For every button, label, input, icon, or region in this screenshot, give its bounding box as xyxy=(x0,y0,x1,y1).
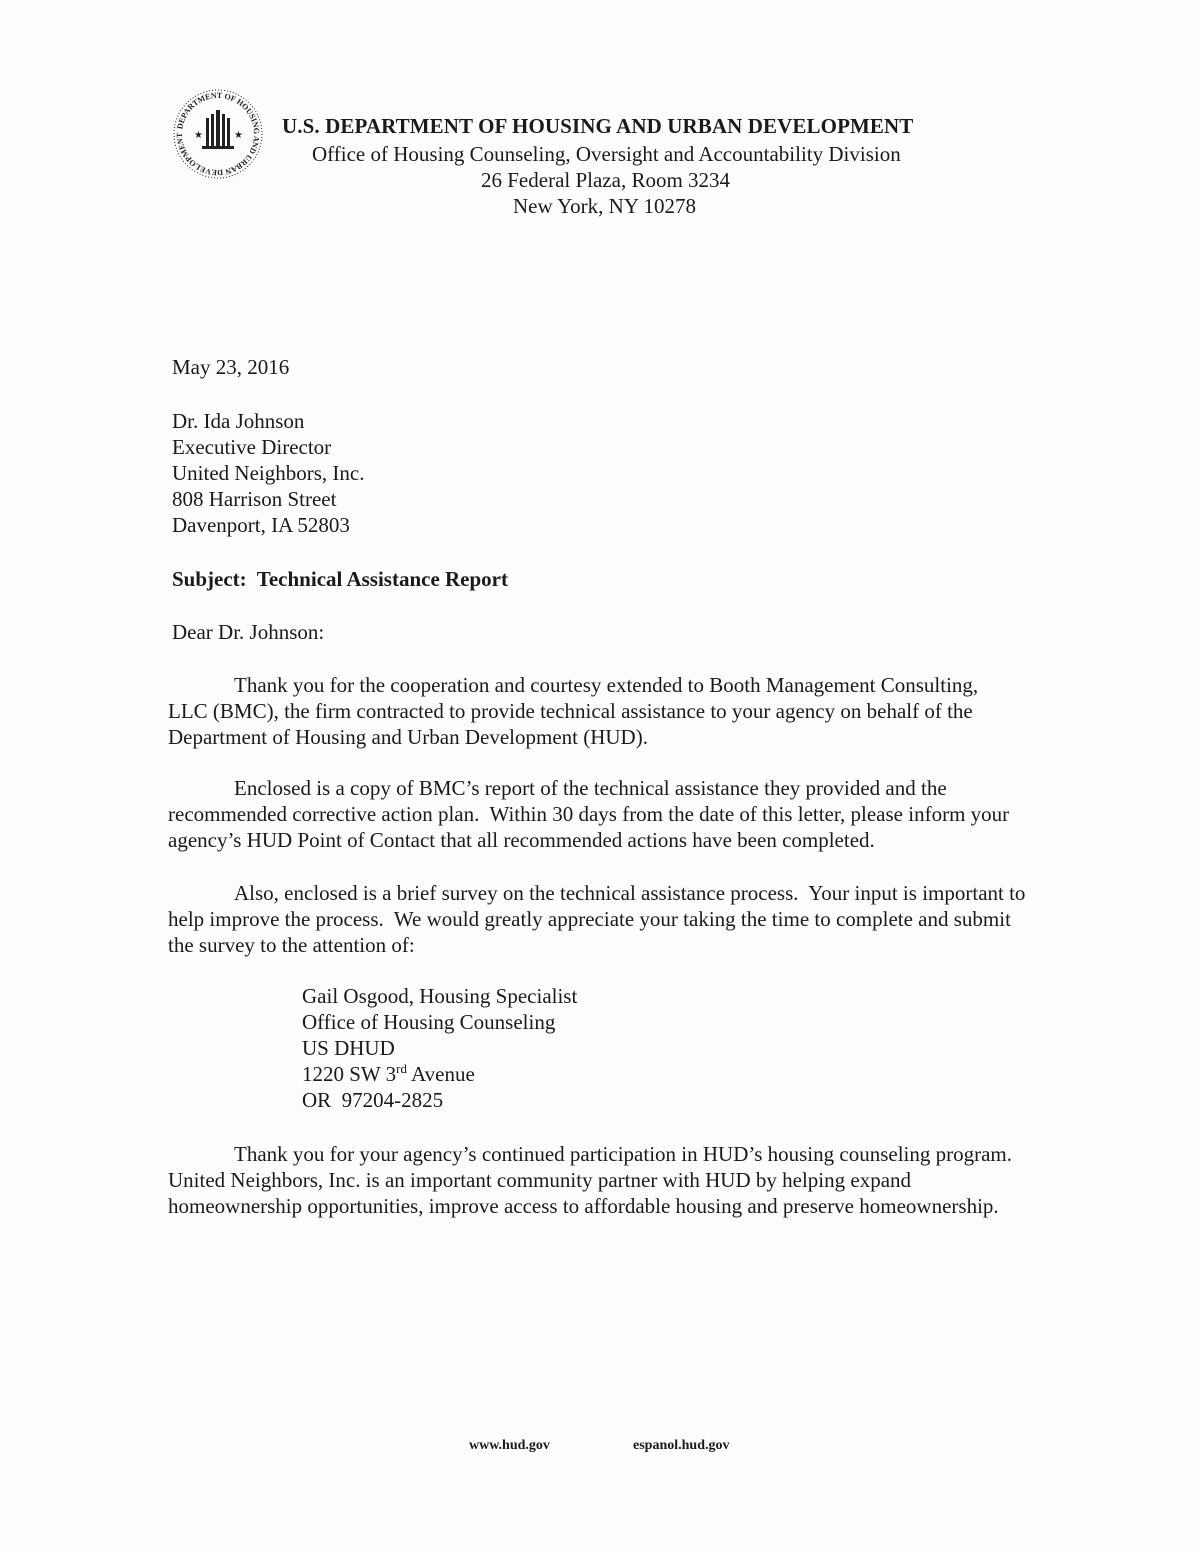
subject-line: Subject: Technical Assistance Report xyxy=(172,567,508,591)
svg-text:★: ★ xyxy=(234,130,243,141)
recipient-block xyxy=(172,408,364,538)
letter-date: May 23, 2016 xyxy=(172,355,290,379)
agency-name: U.S. DEPARTMENT OF HOUSING AND URBAN DEVELOPMENT xyxy=(282,114,914,138)
paragraph-line: homeownership opportunities, improve access to affordable housing and preserve homeownership. xyxy=(168,1194,999,1218)
attention-street-line xyxy=(302,1061,577,1087)
recipient-street: 808 Harrison Street xyxy=(172,487,337,511)
paragraph-line: recommended corrective action plan. Within 30 days from the date of this letter, please inform your xyxy=(168,802,1010,826)
attention-line: Office of Housing Counseling xyxy=(302,1010,556,1034)
paragraph-line: Department of Housing and Urban Development (HUD). xyxy=(168,725,648,749)
recipient-organization: United Neighbors, Inc. xyxy=(172,461,365,485)
street-number: 1220 SW 3 xyxy=(302,1062,397,1086)
office-address-line-2: New York, NY 10278 xyxy=(513,194,696,218)
attention-line: OR 97204-2825 xyxy=(302,1088,444,1112)
svg-text:★: ★ xyxy=(194,130,203,141)
recipient-title: Executive Director xyxy=(172,435,332,459)
office-name: Office of Housing Counseling, Oversight and Accountability Division xyxy=(312,142,901,166)
paragraph-line: help improve the process. We would greatly appreciate your taking the time to complete and submit xyxy=(168,907,1011,931)
footer-link-espanol[interactable]: espanol.hud.gov xyxy=(633,1438,730,1453)
footer-link-hud[interactable]: www.hud.gov xyxy=(469,1438,550,1453)
hud-seal-icon xyxy=(172,88,264,180)
ordinal-suffix: rd xyxy=(396,1061,407,1076)
paragraph-line: Enclosed is a copy of BMC’s report of the technical assistance they provided and the xyxy=(234,776,947,800)
paragraph-line: Also, enclosed is a brief survey on the technical assistance process. Your input is important to xyxy=(234,881,1026,905)
paragraph-line: agency’s HUD Point of Contact that all recommended actions have been completed. xyxy=(168,828,875,852)
paragraph-line: Thank you for the cooperation and courtesy extended to Booth Management Consulting, xyxy=(234,673,979,697)
body-paragraph xyxy=(168,1141,1058,1219)
office-address-line-1: 26 Federal Plaza, Room 3234 xyxy=(481,168,731,192)
body-paragraph xyxy=(168,672,1058,750)
paragraph-line: United Neighbors, Inc. is an important community partner with HUD by helping expand xyxy=(168,1168,912,1192)
attention-address xyxy=(302,983,577,1113)
paragraph-line: the survey to the attention of: xyxy=(168,933,415,957)
body-paragraph xyxy=(168,775,1058,853)
salutation: Dear Dr. Johnson: xyxy=(172,620,325,644)
paragraph-line: Thank you for your agency’s continued participation in HUD’s housing counseling program. xyxy=(234,1142,1013,1166)
attention-line: Gail Osgood, Housing Specialist xyxy=(302,984,578,1008)
recipient-city-state-zip: Davenport, IA 52803 xyxy=(172,513,350,537)
body-paragraph xyxy=(168,880,1058,958)
svg-text:DEPARTMENT OF HOUSING AND URBA: DEPARTMENT OF HOUSING AND URBAN DEVELOPMENT xyxy=(174,90,262,178)
street-name: Avenue xyxy=(406,1062,475,1086)
recipient-name: Dr. Ida Johnson xyxy=(172,409,305,433)
attention-line: US DHUD xyxy=(302,1036,395,1060)
paragraph-line: LLC (BMC), the firm contracted to provide technical assistance to your agency on behalf of the xyxy=(168,699,973,723)
